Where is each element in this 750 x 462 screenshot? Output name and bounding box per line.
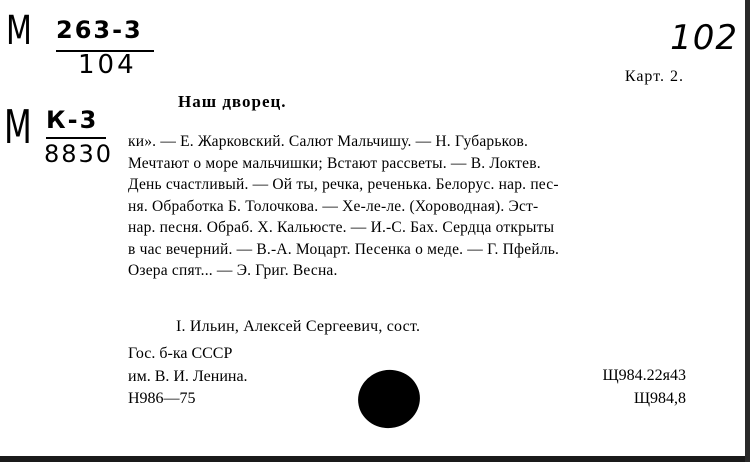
card-number-label: Карт. 2. xyxy=(624,68,684,85)
handwritten-m-bottom: М xyxy=(4,100,33,154)
card-title: Наш дворец. xyxy=(178,92,287,111)
handwritten-underline xyxy=(46,137,106,139)
contents-text xyxy=(128,131,684,282)
handwritten-call-number-top-below: 104 xyxy=(78,50,137,80)
scan-edge-bottom xyxy=(0,456,750,462)
contents-line: Озера спят... — Э. Григ. Весна. xyxy=(128,262,338,279)
classification-codes xyxy=(603,365,687,410)
contents-line: День счастливый. — Ой ты, речка, реченька. Белорус. нар. пес- xyxy=(128,176,559,193)
contents-line: Мечтают о море мальчишки; Встают рассветы. — В. Локтев. xyxy=(128,154,541,172)
contents-line: ки». — Е. Жарковский. Салют Мальчишу. — Н. Губарьков. xyxy=(128,133,529,150)
library-line-1: Гос. б-ка СССР xyxy=(128,345,233,362)
classification-code-2: Щ984,8 xyxy=(633,389,686,407)
contents-line: ня. Обработка Б. Толочкова. — Хе-ле-ле. (Хороводная). Эст- xyxy=(128,197,539,215)
ink-blot xyxy=(353,364,426,434)
handwritten-call-number-bottom-below: 8830 xyxy=(44,140,114,168)
handwritten-call-number-top: 263-3 xyxy=(56,16,143,44)
handwritten-call-number-bottom: К-3 xyxy=(46,106,99,134)
library-imprint xyxy=(128,343,248,411)
scan-edge-right xyxy=(745,0,750,462)
contents-line: нар. песня. Обраб. Х. Кальюсте. — И.-С. Бах. Сердца открыты xyxy=(128,219,555,236)
handwritten-corner-number: 102 xyxy=(670,18,738,58)
author-entry: I. Ильин, Алексей Сергеевич, сост. xyxy=(176,318,421,335)
contents-line: в час вечерний. — В.-А. Моцарт. Песенка о меде. — Г. Пфейль. xyxy=(128,240,560,258)
handwritten-m-top: М xyxy=(6,8,33,54)
classification-code-1: Щ984.22я43 xyxy=(602,367,686,384)
library-line-3: Н986—75 xyxy=(128,390,196,407)
library-line-2: им. В. И. Ленина. xyxy=(128,367,248,385)
